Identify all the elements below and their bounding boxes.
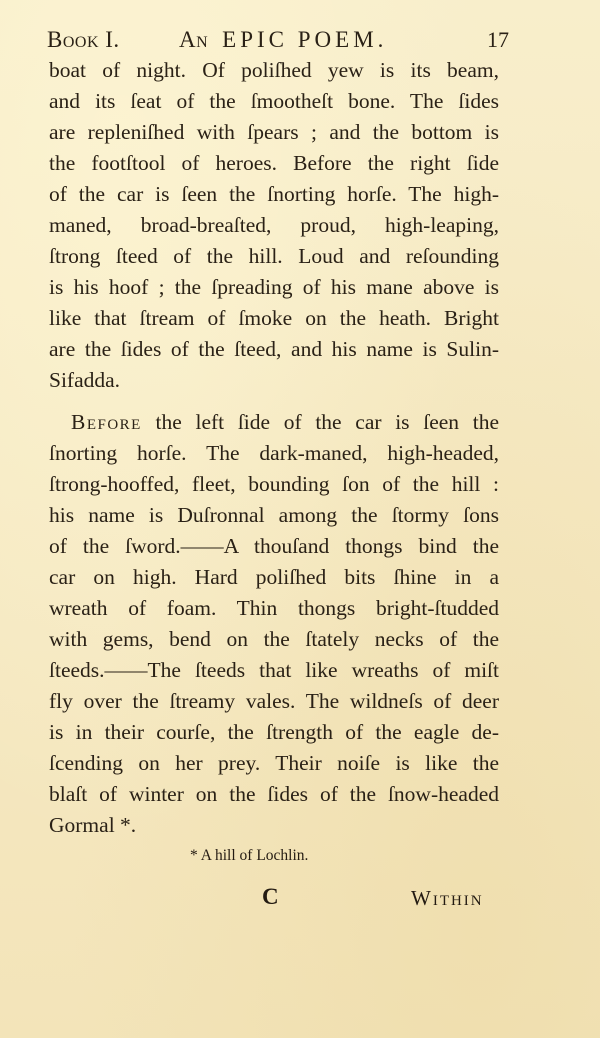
text-line: are the ſides of the ſteed, and his name is Sulin- (49, 337, 499, 361)
text-line: is his hoof ; the ſpreading of his mane above is (49, 275, 499, 299)
text-line: Gormal *. (49, 813, 137, 837)
text-line: like that ſtream of ſmoke on the heath. Bright (49, 306, 499, 330)
paragraph-first-line (49, 407, 499, 438)
text-line: ſtrong-hooffed, fleet, bounding ſon of the hill : (49, 472, 499, 496)
text-line: wreath of foam. Thin thongs bright-ſtudded (49, 596, 499, 620)
paragraph-first-line-rest: the left ſide of the car is ſeen the (141, 410, 499, 434)
text-line: fly over the ſtreamy vales. The wildneſs of deer (49, 689, 499, 713)
text-line: with gems, bend on the ſtately necks of the (49, 627, 499, 651)
text-line: of the car is ſeen the ſnorting horſe. The high- (49, 182, 499, 206)
page-number: 17 (487, 27, 509, 52)
text-line: is in their courſe, the ſtrength of the eagle de- (49, 720, 499, 744)
footnote: * A hill of Lochlin. (190, 847, 309, 864)
text-line: of the ſword.——A thouſand thongs bind the (49, 534, 499, 558)
paragraph-gap (49, 396, 499, 407)
text-line: maned, broad-breaſted, proud, high-leaping, (49, 213, 499, 237)
running-head-title (179, 24, 387, 56)
signature-mark: C (262, 884, 279, 909)
catchword: Within (411, 886, 484, 910)
text-line: ſnorting horſe. The dark-maned, high-headed, (49, 441, 499, 465)
text-line: ſteeds.——The ſteeds that like wreaths of miſt (49, 658, 499, 682)
text-line: blaſt of winter on the ſides of the ſnow-headed (49, 782, 499, 806)
running-head-book: Book I. (47, 27, 120, 52)
body-text (49, 55, 499, 841)
text-line: and its ſeat of the ſmootheſt bone. The ſides (49, 89, 499, 113)
text-line: car on high. Hard poliſhed bits ſhine in a (49, 565, 499, 589)
running-head (47, 24, 513, 56)
text-line: his name is Duſronnal among the ſtormy ſons (49, 503, 499, 527)
paragraph-lead-word: Before (71, 410, 142, 434)
running-head-epic-poem: EPIC POEM. (222, 27, 388, 52)
running-head-an: An (179, 27, 209, 52)
text-line: Sifadda. (49, 368, 121, 392)
text-line: the footſtool of heroes. Before the right ſide (49, 151, 499, 175)
text-line: ſcending on her prey. Their noiſe is like the (49, 751, 499, 775)
text-line: are repleniſhed with ſpears ; and the bottom is (49, 120, 499, 144)
text-line: ſtrong ſteed of the hill. Loud and reſounding (49, 244, 499, 268)
text-line: boat of night. Of poliſhed yew is its beam, (49, 58, 499, 82)
